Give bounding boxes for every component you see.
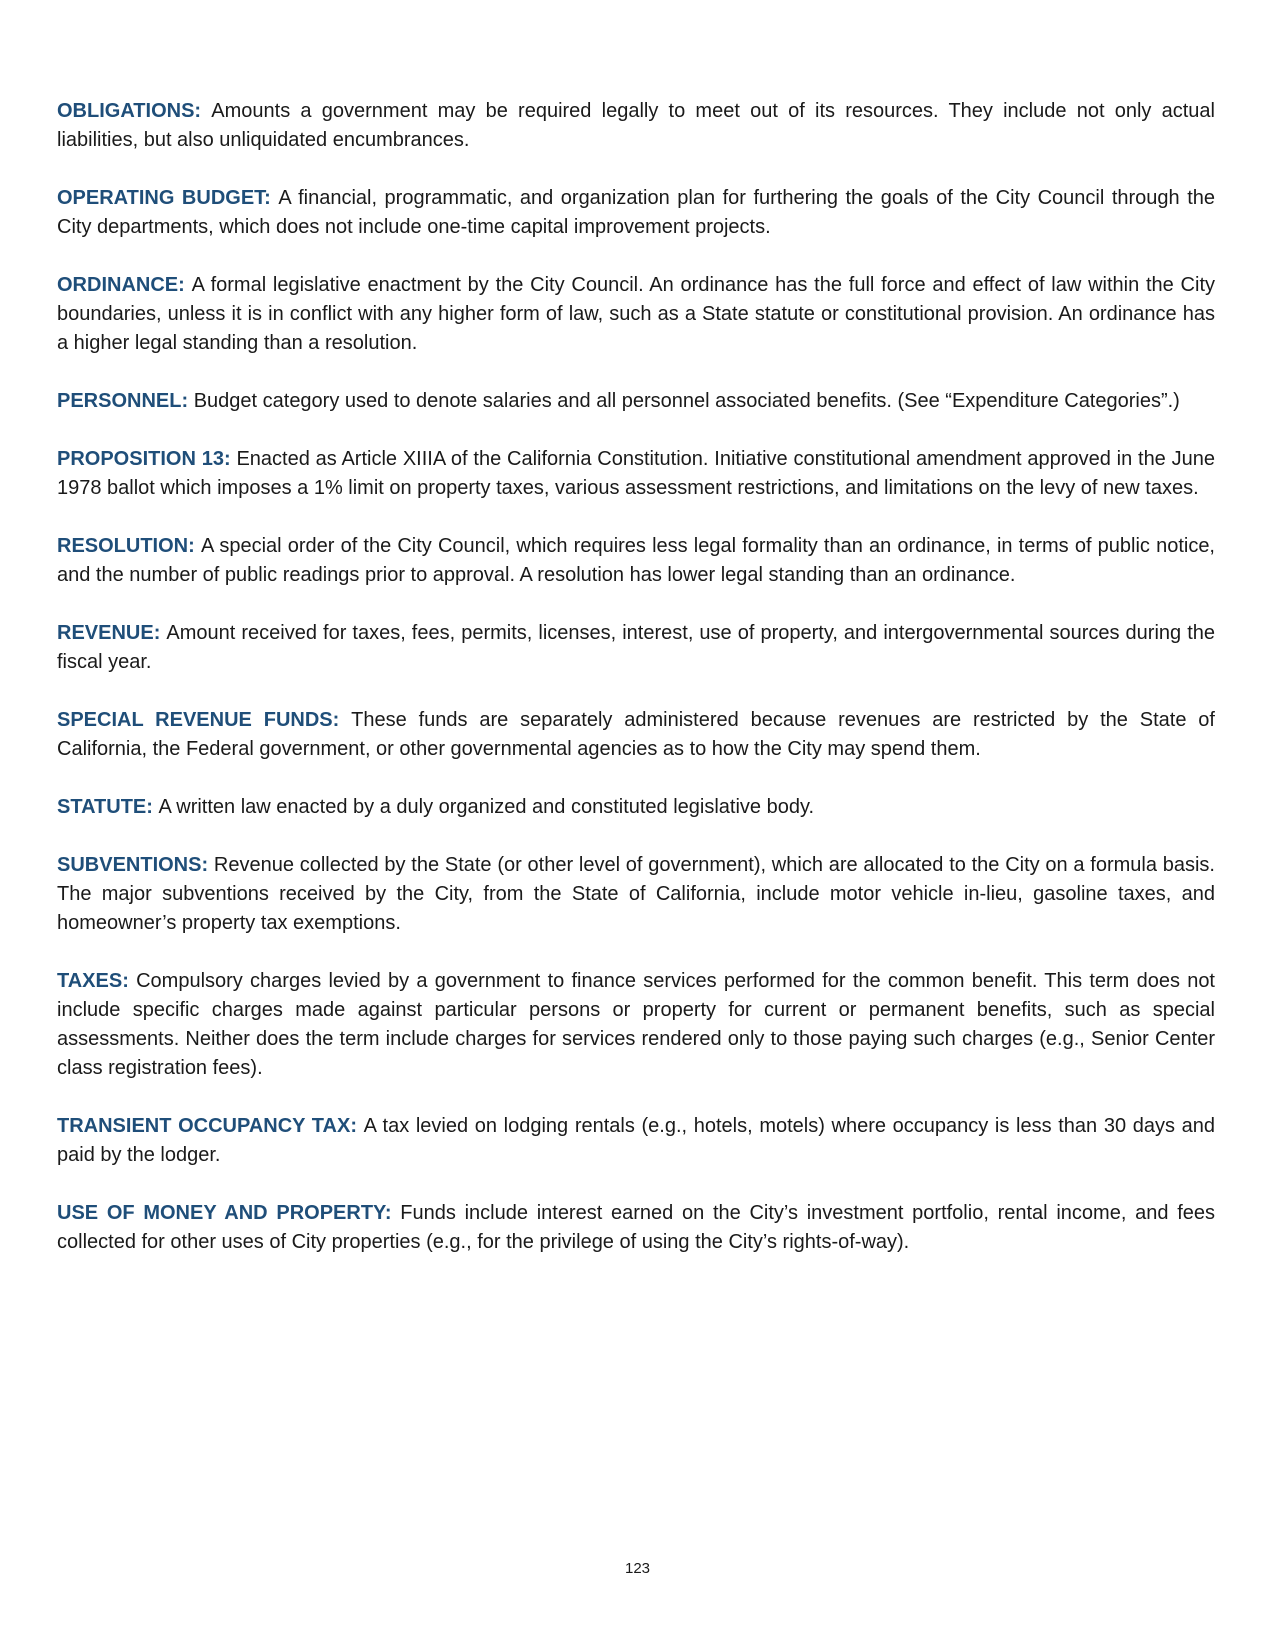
glossary-term: PERSONNEL: — [57, 390, 194, 412]
glossary-definition: Enacted as Article XIIIA of the California Constitution. Initiative constitutional amendment approved in the June 1978 ballot which imposes a 1% limit on property taxes, various assessment restrictions, and limitations on the levy of new taxes. — [57, 448, 1215, 499]
glossary-entry — [57, 1199, 1215, 1257]
glossary-term: OBLIGATIONS: — [57, 100, 212, 122]
page-number: 123 — [624, 1560, 651, 1577]
glossary-term: PROPOSITION 13: — [57, 448, 237, 470]
glossary-term: STATUTE: — [57, 796, 159, 818]
glossary-term: SUBVENTIONS: — [57, 854, 214, 876]
glossary-entry — [57, 445, 1215, 503]
glossary-term: SPECIAL REVENUE FUNDS: — [57, 709, 352, 731]
glossary-entry — [57, 1112, 1215, 1170]
glossary-definition: Revenue collected by the State (or other level of government), which are allocated to the City on a formula basis. The major subventions received by the City, from the State of California, include motor vehicle in-lieu, gasoline taxes, and homeowner’s property tax exemptions. — [57, 854, 1215, 934]
glossary-definition: These funds are separately administered because revenues are restricted by the State of California, the Federal government, or other governmental agencies as to how the City may spend them. — [57, 709, 1215, 760]
glossary-entry — [57, 387, 1215, 416]
glossary-definition: Budget category used to denote salaries and all personnel associated benefits. (See “Expenditure Categories”.) — [193, 390, 1180, 412]
glossary-definition: Compulsory charges levied by a government to finance services performed for the common benefit. This term does not include specific charges made against particular persons or property for current or permanent benefits, such as special assessments. Neither does the term include charges for services rendered only to those paying such charges (e.g., Senior Center class registration fees). — [57, 970, 1215, 1079]
glossary-entry — [57, 97, 1215, 155]
glossary-term: TRANSIENT OCCUPANCY TAX: — [57, 1115, 364, 1137]
glossary-definition: Funds include interest earned on the City’s investment portfolio, rental income, and fees collected for other uses of City properties (e.g., for the privilege of using the City’s rights-of-way). — [57, 1202, 1215, 1253]
glossary-entry — [57, 271, 1215, 358]
glossary-list — [57, 97, 1215, 1257]
page-footer — [0, 1560, 1275, 1578]
glossary-definition: Amount received for taxes, fees, permits, licenses, interest, use of property, and intergovernmental sources during the fiscal year. — [57, 622, 1216, 673]
glossary-entry — [57, 619, 1215, 677]
glossary-definition: A formal legislative enactment by the City Council. An ordinance has the full force and effect of law within the City boundaries, unless it is in conflict with any higher form of law, such as a State statute or constitutional provision. An ordinance has a higher legal standing than a resolution. — [57, 274, 1215, 354]
glossary-term: USE OF MONEY AND PROPERTY: — [57, 1202, 401, 1224]
glossary-term: REVENUE: — [57, 622, 167, 644]
glossary-entry — [57, 532, 1215, 590]
glossary-entry — [57, 851, 1215, 938]
glossary-definition: Amounts a government may be required legally to meet out of its resources. They include not only actual liabilities, but also unliquidated encumbrances. — [57, 100, 1215, 151]
glossary-entry — [57, 184, 1215, 242]
glossary-term: ORDINANCE: — [57, 274, 192, 296]
glossary-entry — [57, 967, 1215, 1083]
glossary-term: RESOLUTION: — [57, 535, 201, 557]
glossary-definition: A financial, programmatic, and organization plan for furthering the goals of the City Council through the City departments, which does not include one-time capital improvement projects. — [57, 187, 1215, 238]
glossary-definition: A special order of the City Council, which requires less legal formality than an ordinance, in terms of public notice, and the number of public readings prior to approval. A resolution has lower legal standing than an ordinance. — [57, 535, 1215, 586]
glossary-entry — [57, 793, 1215, 822]
glossary-entry — [57, 706, 1215, 764]
glossary-definition: A tax levied on lodging rentals (e.g., hotels, motels) where occupancy is less than 30 days and paid by the lodger. — [57, 1115, 1216, 1166]
glossary-term: OPERATING BUDGET: — [57, 187, 279, 209]
glossary-term: TAXES: — [57, 970, 137, 992]
glossary-definition: A written law enacted by a duly organized and constituted legislative body. — [158, 796, 815, 818]
